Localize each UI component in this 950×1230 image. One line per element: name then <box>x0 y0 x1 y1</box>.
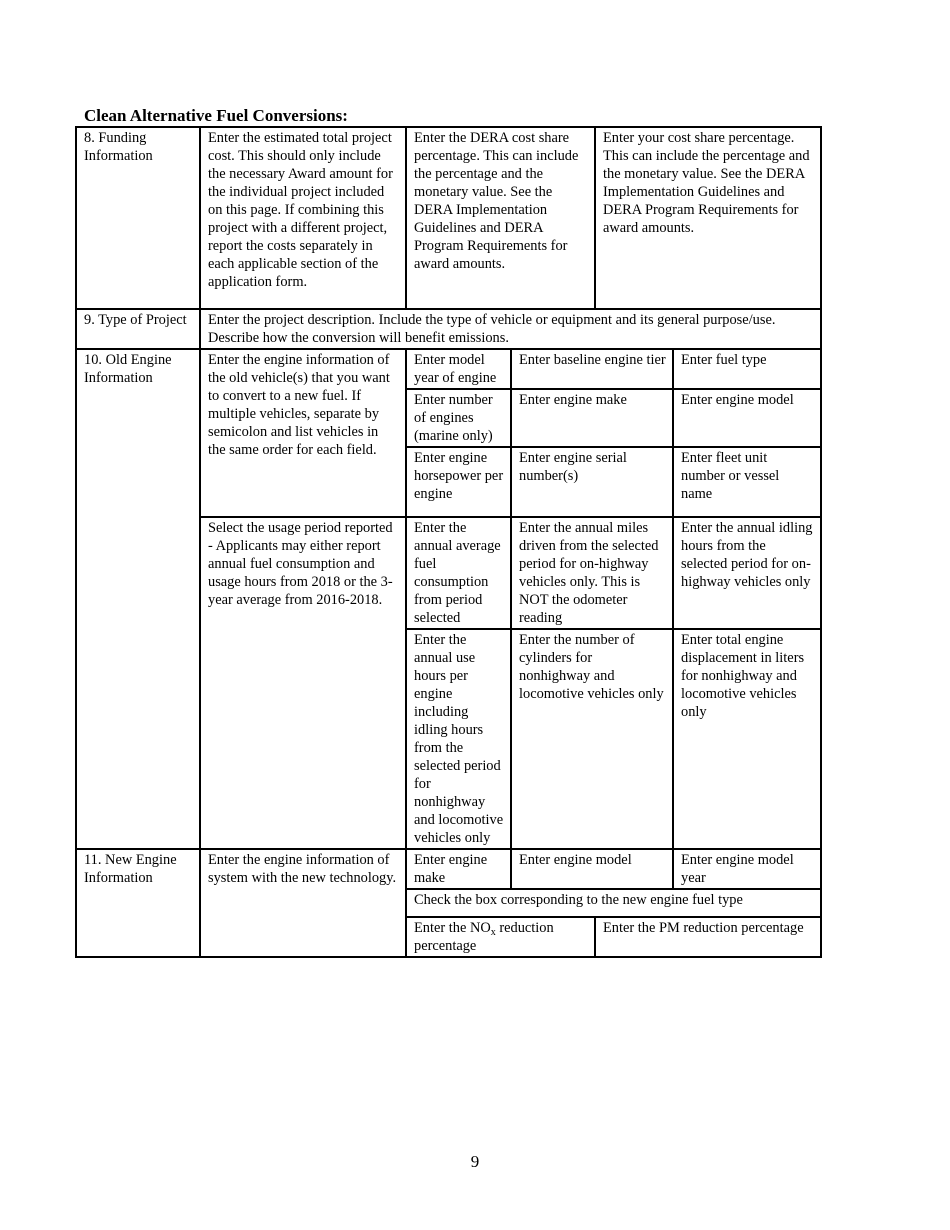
new-engine-make-field[interactable]: Enter engine make <box>406 849 511 889</box>
usage-period-field[interactable]: Select the usage period reported - Applicants may either report annual fuel consumption and usage hours from 2018 or the 3-year average from 2016-2018. <box>200 517 406 849</box>
baseline-tier-field[interactable]: Enter baseline engine tier <box>511 349 673 389</box>
idling-hours-field[interactable]: Enter the annual idling hours from the selected period for on-highway vehicles only <box>673 517 821 629</box>
horsepower-field[interactable]: Enter engine horsepower per engine <box>406 447 511 517</box>
new-engine-row-1 <box>76 849 821 889</box>
conversion-form-table <box>75 126 822 958</box>
nox-suffix: reduction percentage <box>414 920 554 954</box>
type-of-project-label: 9. Type of Project <box>76 309 200 349</box>
nox-reduction-field[interactable] <box>406 917 595 957</box>
dera-share-field[interactable]: Enter the DERA cost share percentage. This can include the percentage and the monetary value. See the DERA Implementation Guidelines and DERA Program Requirements for award amounts. <box>406 127 595 309</box>
old-engine-row-1 <box>76 349 821 389</box>
new-engine-model-year-field[interactable]: Enter engine model year <box>673 849 821 889</box>
section-title: Clean Alternative Fuel Conversions: <box>84 106 348 125</box>
annual-fuel-field[interactable]: Enter the annual average fuel consumption from period selected <box>406 517 511 629</box>
nox-subscript: x <box>490 927 496 938</box>
funding-label: 8. Funding Information <box>76 127 200 309</box>
annual-miles-field[interactable]: Enter the annual miles driven from the selected period for on-highway vehicles only. This is NOT the odometer reading <box>511 517 673 629</box>
serial-numbers-field[interactable]: Enter engine serial number(s) <box>511 447 673 517</box>
total-cost-field[interactable]: Enter the estimated total project cost. This should only include the necessary Award amount for the individual project included on this page. If combining this project with a different project, report the costs separately in each applicable section of the application form. <box>200 127 406 309</box>
funding-row <box>76 127 821 309</box>
type-of-project-row <box>76 309 821 349</box>
new-engine-label: 11. New Engine Information <box>76 849 200 957</box>
use-hours-field[interactable]: Enter the annual use hours per engine including idling hours from the selected period for nonhighway and locomotive vehicles only <box>406 629 511 849</box>
pm-reduction-field[interactable]: Enter the PM reduction percentage <box>595 917 821 957</box>
model-year-field[interactable]: Enter model year of engine <box>406 349 511 389</box>
your-share-field[interactable]: Enter your cost share percentage. This can include the percentage and the monetary value. See the DERA Implementation Guidelines and DERA Program Requirements for award amounts. <box>595 127 821 309</box>
old-engine-model-field[interactable]: Enter engine model <box>673 389 821 447</box>
displacement-field[interactable]: Enter total engine displacement in liters for nonhighway and locomotive vehicles only <box>673 629 821 849</box>
old-engine-label: 10. Old Engine Information <box>76 349 200 849</box>
fleet-unit-field[interactable]: Enter fleet unit number or vessel name <box>673 447 821 517</box>
fuel-type-checkbox-field[interactable]: Check the box corresponding to the new engine fuel type <box>406 889 821 917</box>
old-engine-make-field[interactable]: Enter engine make <box>511 389 673 447</box>
page-number: 9 <box>470 1152 480 1171</box>
new-engine-model-field[interactable]: Enter engine model <box>511 849 673 889</box>
project-description-field[interactable]: Enter the project description. Include the type of vehicle or equipment and its general purpose/use. Describe how the conversion will benefit emissions. <box>200 309 821 349</box>
old-engine-intro: Enter the engine information of the old vehicle(s) that you want to convert to a new fuel. If multiple vehicles, separate by semicolon and list vehicles in the same order for each field. <box>200 349 406 517</box>
nox-prefix: Enter the NO <box>414 920 491 936</box>
new-engine-intro: Enter the engine information of system with the new technology. <box>200 849 406 957</box>
cylinders-field[interactable]: Enter the number of cylinders for nonhighway and locomotive vehicles only <box>511 629 673 849</box>
fuel-type-field[interactable]: Enter fuel type <box>673 349 821 389</box>
num-engines-field[interactable]: Enter number of engines (marine only) <box>406 389 511 447</box>
